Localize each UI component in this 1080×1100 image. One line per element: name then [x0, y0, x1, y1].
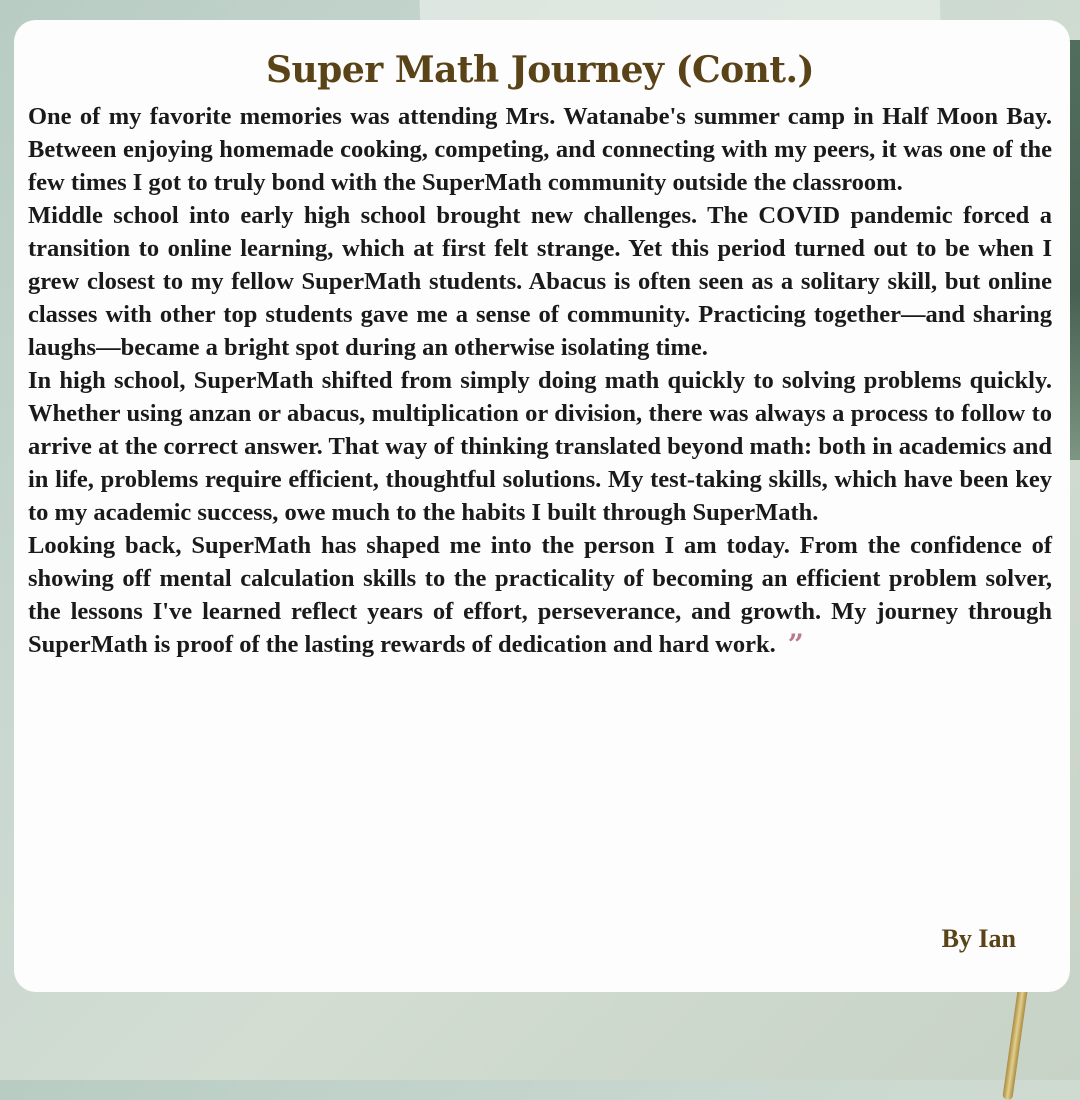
- paragraph-4-text: Looking back, SuperMath has shaped me into the person I am today. From the confidence of showing off mental calculation skills to the practicality of becoming an efficient problem solver, the lessons I've learned reflect years of effort, perseverance, and growth. My journey through SuperMath is proof of the lasting rewards of dedication and hard work.: [28, 532, 1052, 658]
- paragraph-4: [28, 529, 1052, 661]
- author-byline: By Ian: [941, 924, 1016, 953]
- paragraph-2: Middle school into early high school brought new challenges. The COVID pandemic forced a transition to online learning, which at first felt strange. Yet this period turned out to be when I grew closest to my fellow SuperMath students. Abacus is often seen as a solitary skill, but online classes with other top students gave me a sense of community. Practicing together—and sharing laughs—became a bright spot during an otherwise isolating time.: [28, 202, 1052, 361]
- page-title: Super Math Journey (Cont.): [265, 49, 815, 91]
- content-card: [14, 20, 1070, 992]
- paragraph-1: One of my favorite memories was attending Mrs. Watanabe's summer camp in Half Moon Bay. Between enjoying homemade cooking, competing, and connecting with my peers, it was one of the few times I got to truly bond with the SuperMath community outside the classroom.: [28, 103, 1052, 196]
- closing-quote-icon: ”: [787, 628, 804, 661]
- paragraph-3: In high school, SuperMath shifted from simply doing math quickly to solving problems quickly. Whether using anzan or abacus, multiplication or division, there was always a process to follow to arrive at the correct answer. That way of thinking translated beyond math: both in academics and in life, problems require efficient, thoughtful solutions. My test-taking skills, which have been key to my academic success, owe much to the habits I built through SuperMath.: [28, 367, 1052, 526]
- article-body: [28, 100, 1052, 661]
